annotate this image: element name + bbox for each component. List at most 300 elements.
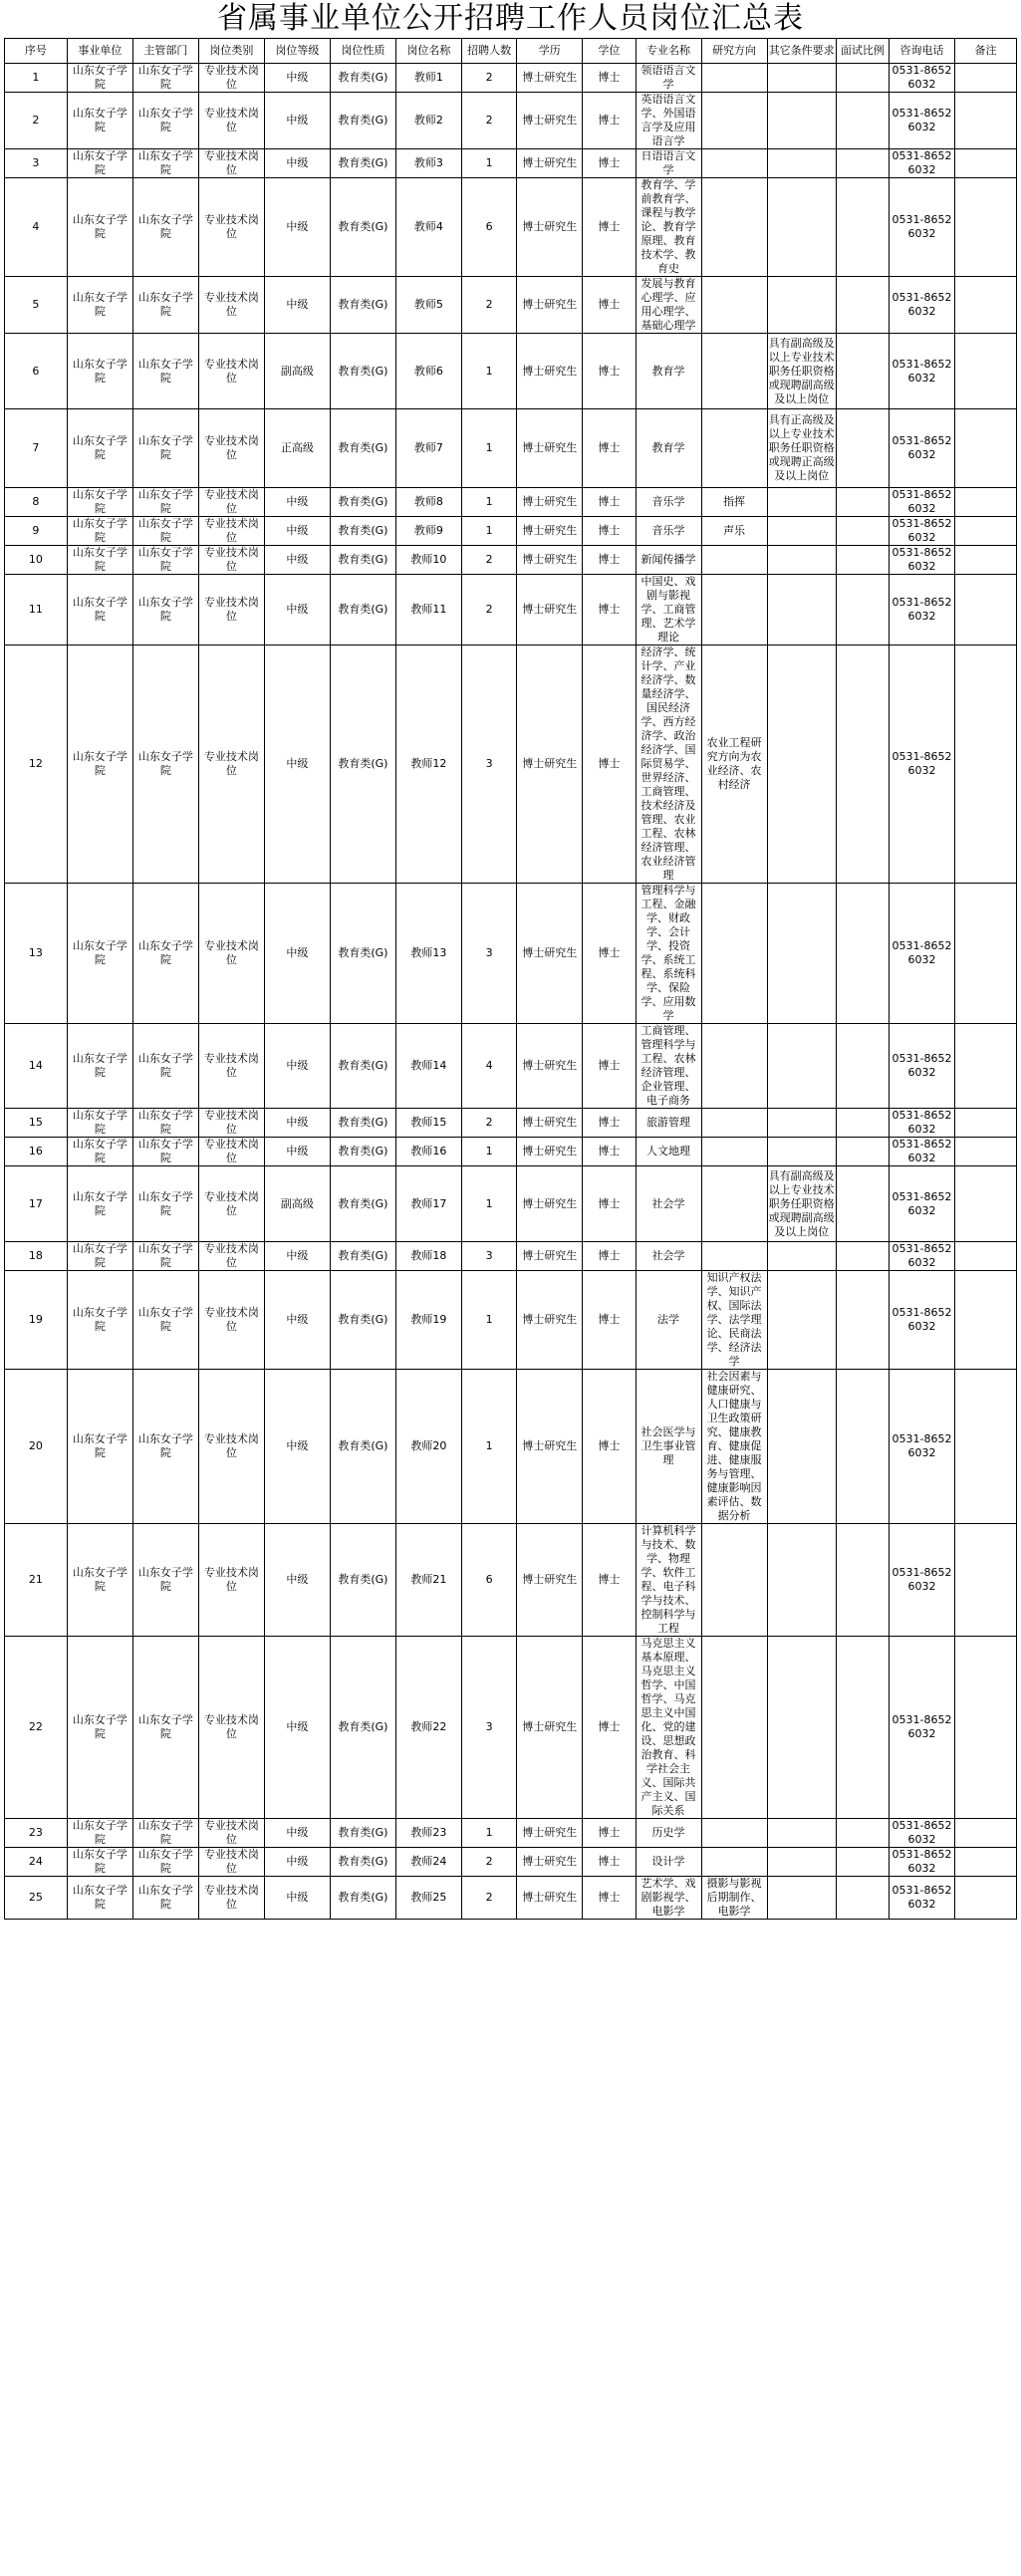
direction-cell — [701, 334, 767, 409]
major-cell: 人文地理 — [636, 1138, 701, 1166]
other-cell — [767, 517, 836, 546]
ratio-cell — [836, 1524, 889, 1637]
table-row — [5, 884, 1017, 1024]
dept-cell: 山东女子学院 — [132, 517, 198, 546]
nature-cell: 教育类(G) — [330, 409, 395, 488]
direction-cell — [701, 93, 767, 149]
degree-cell: 博士 — [583, 1848, 636, 1877]
dept-cell: 山东女子学院 — [132, 334, 198, 409]
dept-cell: 山东女子学院 — [132, 1848, 198, 1877]
post-cell: 教师24 — [395, 1848, 461, 1877]
level-cell: 中级 — [264, 1024, 330, 1109]
count-cell: 1 — [461, 334, 516, 409]
category-cell: 专业技术岗位 — [198, 277, 264, 334]
remark-cell — [955, 1524, 1017, 1637]
other-cell — [767, 1524, 836, 1637]
level-cell: 中级 — [264, 149, 330, 178]
row-number: 6 — [5, 334, 68, 409]
other-cell: 具有正高级及以上专业技术职务任职资格或现聘正高级及以上岗位 — [767, 409, 836, 488]
ratio-cell — [836, 178, 889, 277]
degree-cell: 博士 — [583, 409, 636, 488]
major-cell: 设计学 — [636, 1848, 701, 1877]
remark-cell — [955, 1109, 1017, 1138]
category-cell: 专业技术岗位 — [198, 149, 264, 178]
major-cell: 社会医学与卫生事业管理 — [636, 1370, 701, 1524]
ratio-cell — [836, 1370, 889, 1524]
nature-cell: 教育类(G) — [330, 1848, 395, 1877]
count-cell: 3 — [461, 1637, 516, 1819]
post-cell: 教师6 — [395, 334, 461, 409]
row-number: 17 — [5, 1166, 68, 1242]
table-row — [5, 1370, 1017, 1524]
category-cell: 专业技术岗位 — [198, 1242, 264, 1271]
degree-cell: 博士 — [583, 1370, 636, 1524]
dept-cell: 山东女子学院 — [132, 178, 198, 277]
table-row — [5, 645, 1017, 884]
header-cell: 岗位性质 — [330, 39, 395, 64]
header-cell: 岗位等级 — [264, 39, 330, 64]
post-cell: 教师4 — [395, 178, 461, 277]
phone-cell: 0531-86526032 — [890, 409, 955, 488]
category-cell: 专业技术岗位 — [198, 64, 264, 93]
direction-cell: 声乐 — [701, 517, 767, 546]
count-cell: 2 — [461, 1877, 516, 1920]
unit-cell: 山东女子学院 — [67, 1877, 132, 1920]
unit-cell: 山东女子学院 — [67, 409, 132, 488]
level-cell: 副高级 — [264, 334, 330, 409]
dept-cell: 山东女子学院 — [132, 1819, 198, 1848]
count-cell: 6 — [461, 178, 516, 277]
category-cell: 专业技术岗位 — [198, 1370, 264, 1524]
level-cell: 中级 — [264, 1138, 330, 1166]
level-cell: 中级 — [264, 64, 330, 93]
unit-cell: 山东女子学院 — [67, 1848, 132, 1877]
other-cell — [767, 546, 836, 575]
phone-cell: 0531-86526032 — [890, 546, 955, 575]
education-cell: 博士研究生 — [517, 334, 583, 409]
major-cell: 马克思主义基本原理、马克思主义哲学、中国哲学、马克思主义中国化、党的建设、思想政治教育、科学社会主义、国际共产主义、国际关系 — [636, 1637, 701, 1819]
other-cell — [767, 149, 836, 178]
remark-cell — [955, 277, 1017, 334]
degree-cell: 博士 — [583, 1166, 636, 1242]
unit-cell: 山东女子学院 — [67, 149, 132, 178]
count-cell: 1 — [461, 1166, 516, 1242]
count-cell: 2 — [461, 546, 516, 575]
remark-cell — [955, 1370, 1017, 1524]
ratio-cell — [836, 1024, 889, 1109]
direction-cell — [701, 149, 767, 178]
phone-cell: 0531-86526032 — [890, 1138, 955, 1166]
remark-cell — [955, 575, 1017, 645]
major-cell: 音乐学 — [636, 517, 701, 546]
category-cell: 专业技术岗位 — [198, 1271, 264, 1370]
count-cell: 1 — [461, 149, 516, 178]
count-cell: 4 — [461, 1024, 516, 1109]
ratio-cell — [836, 277, 889, 334]
table-row — [5, 1271, 1017, 1370]
education-cell: 博士研究生 — [517, 1138, 583, 1166]
table-row — [5, 1109, 1017, 1138]
phone-cell: 0531-86526032 — [890, 1524, 955, 1637]
nature-cell: 教育类(G) — [330, 64, 395, 93]
post-cell: 教师18 — [395, 1242, 461, 1271]
level-cell: 中级 — [264, 1271, 330, 1370]
post-cell: 教师10 — [395, 546, 461, 575]
table-row — [5, 1138, 1017, 1166]
phone-cell: 0531-86526032 — [890, 517, 955, 546]
dept-cell: 山东女子学院 — [132, 1877, 198, 1920]
category-cell: 专业技术岗位 — [198, 1819, 264, 1848]
phone-cell: 0531-86526032 — [890, 645, 955, 884]
direction-cell: 农业工程研究方向为农业经济、农村经济 — [701, 645, 767, 884]
ratio-cell — [836, 488, 889, 517]
ratio-cell — [836, 1109, 889, 1138]
count-cell: 1 — [461, 1138, 516, 1166]
row-number: 9 — [5, 517, 68, 546]
phone-cell: 0531-86526032 — [890, 1877, 955, 1920]
direction-cell — [701, 1109, 767, 1138]
major-cell: 日语语言文学 — [636, 149, 701, 178]
degree-cell: 博士 — [583, 488, 636, 517]
unit-cell: 山东女子学院 — [67, 546, 132, 575]
post-cell: 教师13 — [395, 884, 461, 1024]
table-row — [5, 64, 1017, 93]
phone-cell: 0531-86526032 — [890, 488, 955, 517]
header-cell: 研究方向 — [701, 39, 767, 64]
table-row — [5, 149, 1017, 178]
education-cell: 博士研究生 — [517, 409, 583, 488]
other-cell — [767, 1370, 836, 1524]
direction-cell — [701, 546, 767, 575]
ratio-cell — [836, 517, 889, 546]
direction-cell — [701, 1138, 767, 1166]
level-cell: 中级 — [264, 277, 330, 334]
degree-cell: 博士 — [583, 884, 636, 1024]
level-cell: 副高级 — [264, 1166, 330, 1242]
dept-cell: 山东女子学院 — [132, 1370, 198, 1524]
other-cell — [767, 1877, 836, 1920]
direction-cell — [701, 1848, 767, 1877]
dept-cell: 山东女子学院 — [132, 546, 198, 575]
post-cell: 教师8 — [395, 488, 461, 517]
post-cell: 教师22 — [395, 1637, 461, 1819]
unit-cell: 山东女子学院 — [67, 645, 132, 884]
category-cell: 专业技术岗位 — [198, 409, 264, 488]
degree-cell: 博士 — [583, 1877, 636, 1920]
post-cell: 教师19 — [395, 1271, 461, 1370]
nature-cell: 教育类(G) — [330, 1819, 395, 1848]
nature-cell: 教育类(G) — [330, 93, 395, 149]
phone-cell: 0531-86526032 — [890, 277, 955, 334]
degree-cell: 博士 — [583, 1819, 636, 1848]
unit-cell: 山东女子学院 — [67, 64, 132, 93]
table-row — [5, 277, 1017, 334]
phone-cell: 0531-86526032 — [890, 1848, 955, 1877]
direction-cell: 摄影与影视后期制作、电影学 — [701, 1877, 767, 1920]
dept-cell: 山东女子学院 — [132, 64, 198, 93]
ratio-cell — [836, 1819, 889, 1848]
count-cell: 1 — [461, 409, 516, 488]
degree-cell: 博士 — [583, 149, 636, 178]
nature-cell: 教育类(G) — [330, 1877, 395, 1920]
dept-cell: 山东女子学院 — [132, 1242, 198, 1271]
nature-cell: 教育类(G) — [330, 334, 395, 409]
phone-cell: 0531-86526032 — [890, 1109, 955, 1138]
unit-cell: 山东女子学院 — [67, 334, 132, 409]
level-cell: 中级 — [264, 1819, 330, 1848]
ratio-cell — [836, 1637, 889, 1819]
category-cell: 专业技术岗位 — [198, 1637, 264, 1819]
phone-cell: 0531-86526032 — [890, 178, 955, 277]
major-cell: 工商管理、管理科学与工程、农林经济管理、企业管理、电子商务 — [636, 1024, 701, 1109]
level-cell: 中级 — [264, 1109, 330, 1138]
education-cell: 博士研究生 — [517, 1242, 583, 1271]
ratio-cell — [836, 546, 889, 575]
remark-cell — [955, 1166, 1017, 1242]
dept-cell: 山东女子学院 — [132, 488, 198, 517]
degree-cell: 博士 — [583, 178, 636, 277]
education-cell: 博士研究生 — [517, 277, 583, 334]
major-cell: 教育学、学前教育学、课程与教学论、教育学原理、教育技术学、教育史 — [636, 178, 701, 277]
category-cell: 专业技术岗位 — [198, 1877, 264, 1920]
post-cell: 教师23 — [395, 1819, 461, 1848]
unit-cell: 山东女子学院 — [67, 575, 132, 645]
dept-cell: 山东女子学院 — [132, 1271, 198, 1370]
direction-cell — [701, 178, 767, 277]
education-cell: 博士研究生 — [517, 1370, 583, 1524]
phone-cell: 0531-86526032 — [890, 1242, 955, 1271]
post-cell: 教师17 — [395, 1166, 461, 1242]
education-cell: 博士研究生 — [517, 1024, 583, 1109]
nature-cell: 教育类(G) — [330, 645, 395, 884]
row-number: 22 — [5, 1637, 68, 1819]
other-cell — [767, 1819, 836, 1848]
nature-cell: 教育类(G) — [330, 1524, 395, 1637]
ratio-cell — [836, 575, 889, 645]
phone-cell: 0531-86526032 — [890, 1271, 955, 1370]
direction-cell — [701, 409, 767, 488]
unit-cell: 山东女子学院 — [67, 1524, 132, 1637]
direction-cell — [701, 575, 767, 645]
row-number: 1 — [5, 64, 68, 93]
education-cell: 博士研究生 — [517, 1166, 583, 1242]
level-cell: 中级 — [264, 517, 330, 546]
phone-cell: 0531-86526032 — [890, 1819, 955, 1848]
category-cell: 专业技术岗位 — [198, 645, 264, 884]
row-number: 5 — [5, 277, 68, 334]
direction-cell — [701, 64, 767, 93]
degree-cell: 博士 — [583, 93, 636, 149]
post-cell: 教师3 — [395, 149, 461, 178]
education-cell: 博士研究生 — [517, 64, 583, 93]
education-cell: 博士研究生 — [517, 1819, 583, 1848]
remark-cell — [955, 1819, 1017, 1848]
education-cell: 博士研究生 — [517, 1848, 583, 1877]
degree-cell: 博士 — [583, 546, 636, 575]
other-cell — [767, 645, 836, 884]
row-number: 7 — [5, 409, 68, 488]
major-cell: 教育学 — [636, 409, 701, 488]
category-cell: 专业技术岗位 — [198, 1138, 264, 1166]
unit-cell: 山东女子学院 — [67, 277, 132, 334]
table-row — [5, 1524, 1017, 1637]
ratio-cell — [836, 1271, 889, 1370]
ratio-cell — [836, 1877, 889, 1920]
post-cell: 教师7 — [395, 409, 461, 488]
phone-cell: 0531-86526032 — [890, 64, 955, 93]
header-cell: 其它条件要求 — [767, 39, 836, 64]
remark-cell — [955, 1138, 1017, 1166]
post-cell: 教师1 — [395, 64, 461, 93]
unit-cell: 山东女子学院 — [67, 884, 132, 1024]
major-cell: 中国史、戏剧与影视学、工商管理、艺术学理论 — [636, 575, 701, 645]
nature-cell: 教育类(G) — [330, 1637, 395, 1819]
header-row — [5, 39, 1017, 64]
row-number: 2 — [5, 93, 68, 149]
nature-cell: 教育类(G) — [330, 546, 395, 575]
row-number: 23 — [5, 1819, 68, 1848]
degree-cell: 博士 — [583, 1024, 636, 1109]
remark-cell — [955, 64, 1017, 93]
row-number: 11 — [5, 575, 68, 645]
header-cell: 专业名称 — [636, 39, 701, 64]
remark-cell — [955, 1024, 1017, 1109]
unit-cell: 山东女子学院 — [67, 1819, 132, 1848]
post-cell: 教师15 — [395, 1109, 461, 1138]
level-cell: 中级 — [264, 1877, 330, 1920]
education-cell: 博士研究生 — [517, 1271, 583, 1370]
major-cell: 领语语言文学 — [636, 64, 701, 93]
table-row — [5, 1877, 1017, 1920]
level-cell: 中级 — [264, 1524, 330, 1637]
nature-cell: 教育类(G) — [330, 488, 395, 517]
direction-cell — [701, 1819, 767, 1848]
degree-cell: 博士 — [583, 1242, 636, 1271]
education-cell: 博士研究生 — [517, 645, 583, 884]
dept-cell: 山东女子学院 — [132, 575, 198, 645]
ratio-cell — [836, 64, 889, 93]
count-cell: 3 — [461, 645, 516, 884]
direction-cell: 知识产权法学、知识产权、国际法学、法学理论、民商法学、经济法学 — [701, 1271, 767, 1370]
row-number: 3 — [5, 149, 68, 178]
header-cell: 学位 — [583, 39, 636, 64]
unit-cell: 山东女子学院 — [67, 1024, 132, 1109]
dept-cell: 山东女子学院 — [132, 884, 198, 1024]
direction-cell: 社会因素与健康研究、人口健康与卫生政策研究、健康教育、健康促进、健康服务与管理、健康影响因素评估、数据分析 — [701, 1370, 767, 1524]
direction-cell — [701, 884, 767, 1024]
major-cell: 英语语言文学、外国语言学及应用语言学 — [636, 93, 701, 149]
table-row — [5, 334, 1017, 409]
phone-cell: 0531-86526032 — [890, 575, 955, 645]
count-cell: 3 — [461, 884, 516, 1024]
unit-cell: 山东女子学院 — [67, 1109, 132, 1138]
direction-cell — [701, 1637, 767, 1819]
other-cell — [767, 1848, 836, 1877]
category-cell: 专业技术岗位 — [198, 1848, 264, 1877]
row-number: 16 — [5, 1138, 68, 1166]
remark-cell — [955, 488, 1017, 517]
table-row — [5, 1637, 1017, 1819]
count-cell: 2 — [461, 93, 516, 149]
row-number: 15 — [5, 1109, 68, 1138]
other-cell — [767, 277, 836, 334]
category-cell: 专业技术岗位 — [198, 488, 264, 517]
table-row — [5, 546, 1017, 575]
post-cell: 教师9 — [395, 517, 461, 546]
major-cell: 新闻传播学 — [636, 546, 701, 575]
remark-cell — [955, 334, 1017, 409]
count-cell: 2 — [461, 575, 516, 645]
category-cell: 专业技术岗位 — [198, 334, 264, 409]
level-cell: 中级 — [264, 575, 330, 645]
post-cell: 教师5 — [395, 277, 461, 334]
unit-cell: 山东女子学院 — [67, 93, 132, 149]
nature-cell: 教育类(G) — [330, 149, 395, 178]
education-cell: 博士研究生 — [517, 488, 583, 517]
table-row — [5, 488, 1017, 517]
degree-cell: 博士 — [583, 1109, 636, 1138]
row-number: 12 — [5, 645, 68, 884]
dept-cell: 山东女子学院 — [132, 1166, 198, 1242]
nature-cell: 教育类(G) — [330, 1138, 395, 1166]
education-cell: 博士研究生 — [517, 546, 583, 575]
major-cell: 法学 — [636, 1271, 701, 1370]
table-body — [5, 64, 1017, 1920]
level-cell: 中级 — [264, 1242, 330, 1271]
dept-cell: 山东女子学院 — [132, 645, 198, 884]
remark-cell — [955, 1637, 1017, 1819]
row-number: 20 — [5, 1370, 68, 1524]
remark-cell — [955, 1271, 1017, 1370]
dept-cell: 山东女子学院 — [132, 1109, 198, 1138]
unit-cell: 山东女子学院 — [67, 1242, 132, 1271]
unit-cell: 山东女子学院 — [67, 1271, 132, 1370]
positions-table — [4, 38, 1017, 1920]
dept-cell: 山东女子学院 — [132, 1637, 198, 1819]
other-cell — [767, 1024, 836, 1109]
education-cell: 博士研究生 — [517, 93, 583, 149]
remark-cell — [955, 1877, 1017, 1920]
count-cell: 2 — [461, 64, 516, 93]
education-cell: 博士研究生 — [517, 1524, 583, 1637]
degree-cell: 博士 — [583, 517, 636, 546]
level-cell: 中级 — [264, 178, 330, 277]
nature-cell: 教育类(G) — [330, 1109, 395, 1138]
major-cell: 社会学 — [636, 1242, 701, 1271]
header-cell: 主管部门 — [132, 39, 198, 64]
nature-cell: 教育类(G) — [330, 575, 395, 645]
nature-cell: 教育类(G) — [330, 884, 395, 1024]
education-cell: 博士研究生 — [517, 884, 583, 1024]
degree-cell: 博士 — [583, 64, 636, 93]
row-number: 24 — [5, 1848, 68, 1877]
category-cell: 专业技术岗位 — [198, 1166, 264, 1242]
count-cell: 2 — [461, 1848, 516, 1877]
dept-cell: 山东女子学院 — [132, 149, 198, 178]
category-cell: 专业技术岗位 — [198, 1024, 264, 1109]
unit-cell: 山东女子学院 — [67, 1370, 132, 1524]
remark-cell — [955, 178, 1017, 277]
dept-cell: 山东女子学院 — [132, 409, 198, 488]
unit-cell: 山东女子学院 — [67, 178, 132, 277]
post-cell: 教师25 — [395, 1877, 461, 1920]
ratio-cell — [836, 1242, 889, 1271]
category-cell: 专业技术岗位 — [198, 575, 264, 645]
education-cell: 博士研究生 — [517, 178, 583, 277]
dept-cell: 山东女子学院 — [132, 1138, 198, 1166]
count-cell: 6 — [461, 1524, 516, 1637]
phone-cell: 0531-86526032 — [890, 149, 955, 178]
